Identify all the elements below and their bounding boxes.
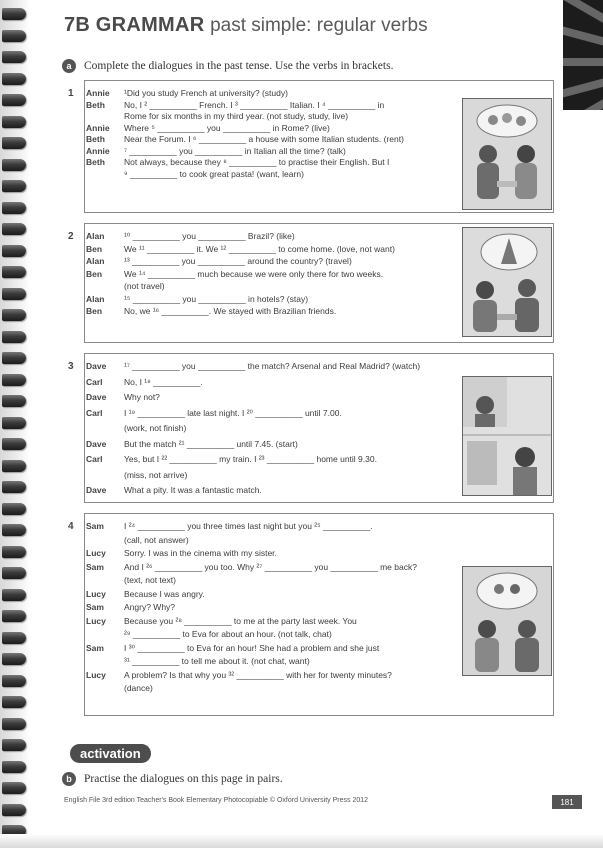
line-text: I ¹⁹ __________ late last night. I ²⁰ __________ until 7.00. [124, 408, 342, 418]
binding-ring [2, 30, 26, 42]
binding-ring [2, 352, 26, 364]
line-text: Sorry. I was in the cinema with my sister. [124, 548, 277, 558]
binding-ring [2, 331, 26, 343]
dialogue-line [86, 269, 383, 280]
line-text: No, I ² __________ French. I ³ __________ Italian. I ⁴ __________ in [124, 100, 385, 110]
dialogue-line [86, 485, 262, 496]
binding-ring [2, 73, 26, 85]
footer-copyright: English File 3rd edition Teacher's Book Elementary Photocopiable © Oxford University Press 2012 [64, 797, 369, 804]
binding-ring [2, 266, 26, 278]
speaker-name: Dave [86, 439, 107, 449]
dialogue-line [124, 423, 186, 434]
dialogue-line [86, 589, 205, 600]
line-text: We ¹⁴ __________ much because we were only there for two weeks. [124, 269, 384, 279]
binding-ring [2, 288, 26, 300]
speaker-name: Annie [86, 146, 110, 156]
dialogue-line [86, 439, 298, 450]
dialogue-number: 3 [68, 361, 74, 372]
binding-ring [2, 417, 26, 429]
speaker-name: Ben [86, 306, 103, 316]
speaker-name: Carl [86, 454, 103, 464]
binding-ring [2, 718, 26, 730]
activation-bullet: b [62, 772, 76, 786]
binding-ring [2, 159, 26, 171]
dialogue-line [86, 134, 404, 145]
speaker-name: Ben [86, 244, 103, 254]
binding-ring [2, 503, 26, 515]
binding-ring [2, 245, 26, 257]
binding-ring [2, 546, 26, 558]
line-text: Why not? [124, 392, 160, 402]
binding-ring [2, 610, 26, 622]
speaker-name: Annie [86, 88, 110, 98]
dialogue-line [124, 169, 304, 180]
page-bottom-shadow [0, 834, 603, 848]
binding-ring [2, 8, 26, 20]
dialogue-line [86, 643, 379, 654]
line-text: (not travel) [124, 281, 165, 291]
dialogue-line [86, 123, 330, 134]
line-text: And I ²⁶ __________ you too. Why ²⁷ __________ you __________ me back? [124, 562, 417, 572]
binding-ring [2, 632, 26, 644]
illustration-couple-argue [462, 566, 552, 676]
dialogue-line [124, 470, 187, 481]
binding-ring [2, 804, 26, 816]
dialogue-line [124, 575, 176, 586]
line-text: Yes, but I ²² __________ my train. I ²³ __________ home until 9.30. [124, 454, 377, 464]
line-text: We ¹¹ __________ it. We ¹² __________ to come home. (love, not want) [124, 244, 395, 254]
binding-ring [2, 51, 26, 63]
dialogue-line [86, 294, 308, 305]
illustration-two-men [462, 227, 552, 337]
speaker-name: Sam [86, 521, 104, 531]
speaker-name: Sam [86, 602, 104, 612]
speaker-name: Dave [86, 392, 107, 402]
binding-ring [2, 589, 26, 601]
speaker-name: Lucy [86, 670, 106, 680]
line-text: (text, not text) [124, 575, 176, 585]
dialogue-line [86, 392, 160, 403]
binding-ring [2, 675, 26, 687]
line-text: What a pity. It was a fantastic match. [124, 485, 262, 495]
speaker-name: Alan [86, 231, 105, 241]
dialogue-line [86, 616, 357, 627]
corner-tab-graphic [563, 0, 603, 110]
line-text: Where ⁵ __________ you __________ in Rome? (live) [124, 123, 330, 133]
dialogue-line [86, 256, 352, 267]
binding-ring [2, 116, 26, 128]
activation-instruction [62, 772, 283, 786]
dialogue-line [124, 683, 153, 694]
line-text: No, we ¹⁶ __________. We stayed with Brazilian friends. [124, 306, 337, 316]
line-text: ¹⁰ __________ you __________ Brazil? (like) [124, 231, 295, 241]
line-text: (work, not finish) [124, 423, 187, 433]
line-text: ¹³ __________ you __________ around the country? (travel) [124, 256, 352, 266]
binding-ring [2, 309, 26, 321]
line-text: I ³⁰ __________ to Eva for an hour! She had a problem and she just [124, 643, 380, 653]
binding-ring [2, 567, 26, 579]
dialogue-line [86, 361, 420, 372]
dialogue-line [86, 562, 417, 573]
speaker-name: Dave [86, 361, 107, 371]
line-text: ¹⁷ __________ you __________ the match? Arsenal and Real Madrid? (watch) [124, 361, 421, 371]
line-text: Rome for six months in my third year. (not study, study, live) [124, 111, 349, 121]
line-text: ¹Did you study French at university? (study) [124, 88, 288, 98]
dialogue-line [86, 454, 377, 465]
binding-ring [2, 374, 26, 386]
dialogue-line [86, 306, 336, 317]
speaker-name: Lucy [86, 616, 106, 626]
binding-ring [2, 438, 26, 450]
speaker-name: Lucy [86, 589, 106, 599]
line-text: ³¹ __________ to tell me about it. (not chat, want) [124, 656, 310, 666]
speaker-name: Sam [86, 643, 104, 653]
illustration-two-women [462, 98, 552, 210]
line-text: Angry? Why? [124, 602, 176, 612]
binding-ring [2, 223, 26, 235]
speaker-name: Annie [86, 123, 110, 133]
binding-ring [2, 696, 26, 708]
unit-code: 7B [64, 14, 91, 36]
dialogue-line [86, 244, 395, 255]
binding-ring [2, 524, 26, 536]
speaker-name: Lucy [86, 548, 106, 558]
dialogue-number: 1 [68, 88, 74, 99]
speaker-name: Ben [86, 269, 103, 279]
binding-ring [2, 782, 26, 794]
line-text: Not always, because they ⁸ __________ to practise their English. But I [124, 157, 390, 167]
dialogue-line [86, 146, 346, 157]
line-text: ²⁹ __________ to Eva for about an hour. (not talk, chat) [124, 629, 332, 639]
speaker-name: Alan [86, 294, 105, 304]
line-text: (call, not answer) [124, 535, 189, 545]
line-text: A problem? Is that why you ³² __________ with her for twenty minutes? [124, 670, 392, 680]
dialogue-line [86, 521, 373, 532]
line-text: Because I was angry. [124, 589, 205, 599]
binding-ring [2, 395, 26, 407]
binding-ring [2, 180, 26, 192]
binding-ring [2, 653, 26, 665]
line-text: Near the Forum. I ⁶ __________ a house with some Italian students. (rent) [124, 134, 404, 144]
dialogue-line [86, 157, 389, 168]
speaker-name: Dave [86, 485, 107, 495]
dialogue-number: 4 [68, 521, 74, 532]
speaker-name: Beth [86, 134, 105, 144]
dialogue-line [86, 548, 277, 559]
dialogue-line [86, 88, 288, 99]
dialogue-line [124, 656, 310, 667]
binding-ring [2, 761, 26, 773]
dialogue-line [86, 602, 175, 613]
binding-ring [2, 460, 26, 472]
dialogue-line [86, 377, 203, 388]
unit-subtitle: past simple: regular verbs [210, 15, 428, 36]
dialogue-line [124, 629, 332, 640]
exercise-a-instruction [62, 59, 393, 73]
line-text: (miss, not arrive) [124, 470, 188, 480]
binding-ring [2, 202, 26, 214]
binding-ring [2, 739, 26, 751]
speaker-name: Beth [86, 157, 105, 167]
dialogue-line [86, 670, 392, 681]
line-text: I ²⁴ __________ you three times last night but you ²⁵ __________. [124, 521, 373, 531]
activation-text: Practise the dialogues on this page in pairs. [84, 773, 283, 785]
line-text: Because you ²⁸ __________ to me at the party last week. You [124, 616, 357, 626]
dialogue-line [124, 535, 189, 546]
binding-ring [2, 137, 26, 149]
speaker-name: Alan [86, 256, 105, 266]
line-text: But the match ²¹ __________ until 7.45. (start) [124, 439, 298, 449]
dialogue-line [124, 281, 165, 292]
dialogue-line [86, 100, 384, 111]
line-text: ⁷ __________ you __________ in Italian all the time? (talk) [124, 146, 346, 156]
dialogue-number: 2 [68, 231, 74, 242]
speaker-name: Sam [86, 562, 104, 572]
line-text: ⁹ __________ to cook great pasta! (want, learn) [124, 169, 304, 179]
activation-heading: activation [70, 744, 151, 763]
dialogue-line [86, 231, 295, 242]
speaker-name: Carl [86, 408, 103, 418]
page-number: 181 [552, 795, 582, 809]
dialogue-line [124, 111, 348, 122]
line-text: (dance) [124, 683, 153, 693]
unit-word: GRAMMAR [95, 14, 205, 36]
exercise-a-bullet: a [62, 59, 76, 73]
binding-ring [2, 94, 26, 106]
exercise-a-text: Complete the dialogues in the past tense. Use the verbs in brackets. [84, 60, 394, 72]
line-text: No, I ¹⁸ __________. [124, 377, 203, 387]
binding-ring [2, 481, 26, 493]
dialogue-line [86, 408, 342, 419]
speaker-name: Beth [86, 100, 105, 110]
line-text: ¹⁵ __________ you __________ in hotels? (stay) [124, 294, 309, 304]
speaker-name: Carl [86, 377, 103, 387]
page-title [64, 14, 428, 37]
illustration-phone-call [462, 376, 552, 496]
